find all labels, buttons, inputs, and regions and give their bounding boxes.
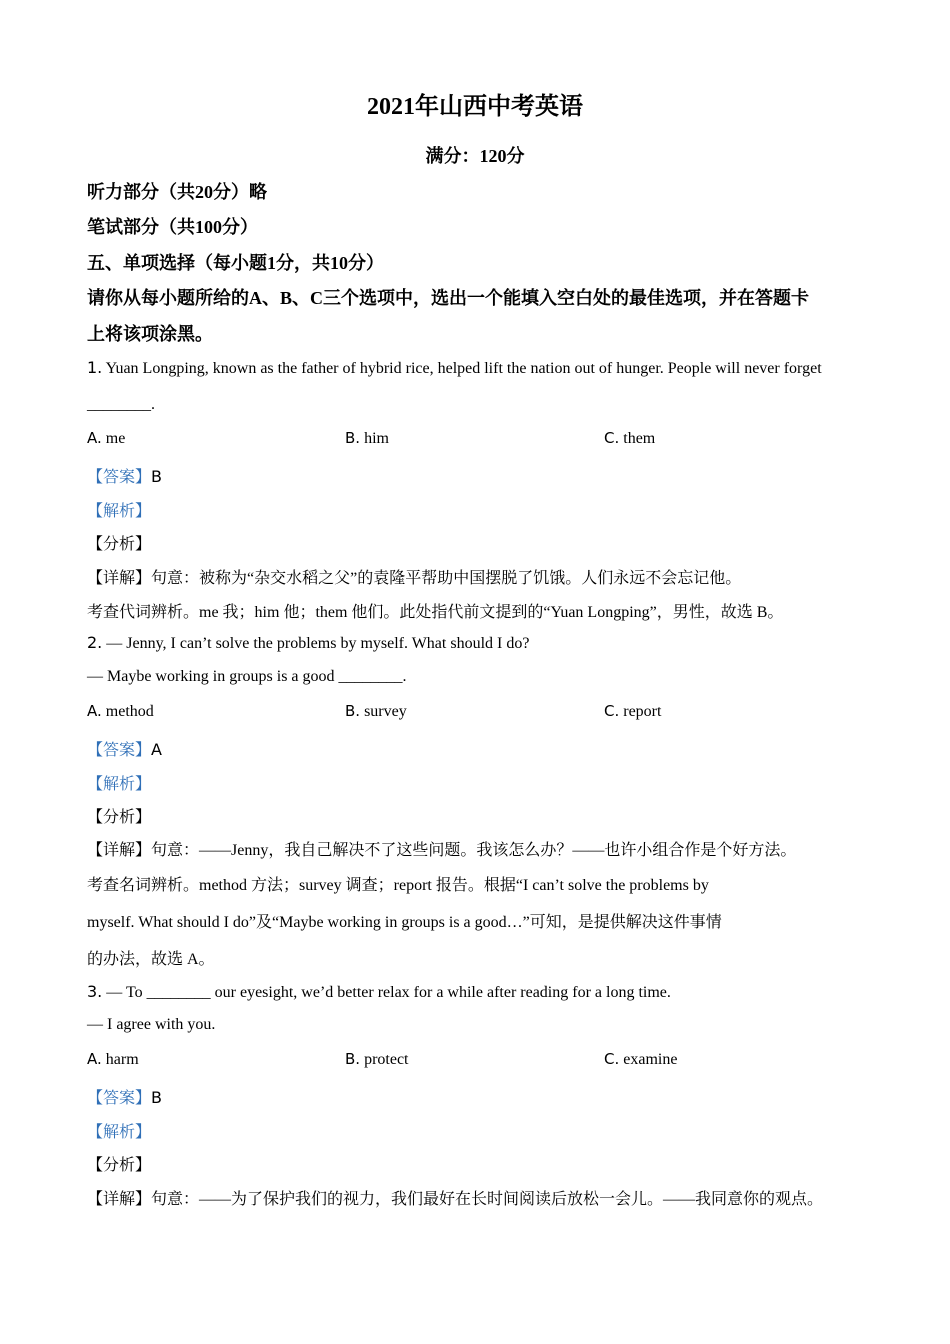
detail-label: 【详解】 bbox=[87, 842, 152, 859]
instructions-line-1: 请你从每小题所给的A、B、C三个选项中，选出一个能填入空白处的最佳选项，并在答题卡 bbox=[87, 288, 809, 308]
option-b bbox=[345, 702, 407, 721]
option-letter: C. bbox=[604, 1050, 620, 1068]
option-text: survey bbox=[364, 703, 407, 720]
part5-heading: 五、单项选择（每小题1分，共10分） bbox=[87, 253, 384, 273]
option-a bbox=[87, 429, 125, 448]
question-text: — Jenny, I can’t solve the problems by myself. What should I do? bbox=[106, 635, 530, 652]
full-score: 满分：120分 bbox=[425, 146, 525, 166]
option-text: protect bbox=[364, 1051, 409, 1068]
option-b bbox=[345, 429, 389, 448]
option-text: him bbox=[364, 430, 389, 447]
answer-line bbox=[87, 464, 162, 487]
analysis-label: 【解析】 bbox=[87, 776, 152, 793]
answer-label: 【答案】 bbox=[87, 742, 152, 759]
answer-line bbox=[87, 1085, 162, 1108]
option-letter: B. bbox=[345, 1050, 361, 1068]
question-text: Yuan Longping, known as the father of hybrid rice, helped lift the nation out of hunger. People will never forget bbox=[105, 360, 822, 377]
option-text: them bbox=[623, 430, 656, 447]
page-title: 2021年山西中考英语 bbox=[367, 94, 583, 120]
question-number: 1. bbox=[87, 358, 103, 377]
written-section: 笔试部分（共100分） bbox=[87, 217, 258, 237]
option-text: report bbox=[623, 703, 662, 720]
detail-text-2: 考查名词辨析。method 方法；survey 调查；report 报告。根据“I can’t solve the problems by bbox=[87, 877, 709, 894]
detail-line bbox=[87, 1186, 823, 1209]
option-letter: B. bbox=[345, 702, 361, 720]
question-number: 2. bbox=[87, 633, 103, 652]
fenxi-label: 【分析】 bbox=[87, 809, 152, 826]
option-c bbox=[604, 429, 655, 448]
answer-value: B bbox=[151, 1088, 162, 1107]
detail-text: 句意：被称为“杂交水稻之父”的袁隆平帮助中国摆脱了饥饿。人们永远不会忘记他。 bbox=[151, 570, 742, 587]
detail-text-3: myself. What should I do”及“Maybe working in groups is a good…”可知，是提供解决这件事情 bbox=[87, 914, 722, 931]
option-text: me bbox=[105, 430, 126, 447]
question-1-stem bbox=[87, 358, 822, 378]
listening-section: 听力部分（共20分）略 bbox=[87, 182, 267, 202]
option-letter: A. bbox=[87, 1050, 102, 1068]
option-letter: B. bbox=[345, 429, 361, 447]
detail-text-2: 考查代词辨析。me 我；him 他；them 他们。此处指代前文提到的“Yuan Longping”，男性，故选 B。 bbox=[87, 604, 784, 621]
option-text: examine bbox=[623, 1051, 678, 1068]
option-c bbox=[604, 1050, 677, 1069]
option-a bbox=[87, 702, 154, 721]
answer-line bbox=[87, 737, 162, 760]
option-c bbox=[604, 702, 661, 721]
question-2-stem bbox=[87, 633, 529, 653]
option-text: harm bbox=[105, 1051, 139, 1068]
answer-value: A bbox=[151, 740, 162, 759]
analysis-label: 【解析】 bbox=[87, 503, 152, 520]
question-3-stem-cont: — I agree with you. bbox=[87, 1016, 216, 1033]
answer-label: 【答案】 bbox=[87, 1090, 152, 1107]
question-number: 3. bbox=[87, 982, 103, 1001]
answer-value: B bbox=[151, 467, 162, 486]
question-text: — To ________ our eyesight, we’d better relax for a while after reading for a long time. bbox=[106, 984, 671, 1001]
answer-label: 【答案】 bbox=[87, 469, 152, 486]
option-letter: A. bbox=[87, 429, 102, 447]
detail-label: 【详解】 bbox=[87, 570, 152, 587]
detail-line bbox=[87, 837, 796, 860]
question-2-stem-cont: — Maybe working in groups is a good ________. bbox=[87, 668, 407, 685]
detail-text: 句意：——Jenny，我自己解决不了这些问题。我该怎么办？——也许小组合作是个好方法。 bbox=[151, 842, 797, 859]
analysis-label: 【解析】 bbox=[87, 1124, 152, 1141]
detail-text: 句意：——为了保护我们的视力，我们最好在长时间阅读后放松一会儿。——我同意你的观点。 bbox=[151, 1191, 824, 1208]
option-text: method bbox=[105, 703, 154, 720]
detail-line bbox=[87, 565, 741, 588]
instructions-line-2: 上将该项涂黑。 bbox=[87, 324, 213, 344]
question-1-stem-cont: ________. bbox=[87, 396, 155, 413]
detail-label: 【详解】 bbox=[87, 1191, 152, 1208]
option-letter: C. bbox=[604, 702, 620, 720]
option-b bbox=[345, 1050, 408, 1069]
question-3-stem bbox=[87, 982, 671, 1002]
detail-text-4: 的办法，故选 A。 bbox=[87, 951, 215, 968]
option-letter: C. bbox=[604, 429, 620, 447]
option-a bbox=[87, 1050, 139, 1069]
fenxi-label: 【分析】 bbox=[87, 1157, 152, 1174]
option-letter: A. bbox=[87, 702, 102, 720]
fenxi-label: 【分析】 bbox=[87, 536, 152, 553]
